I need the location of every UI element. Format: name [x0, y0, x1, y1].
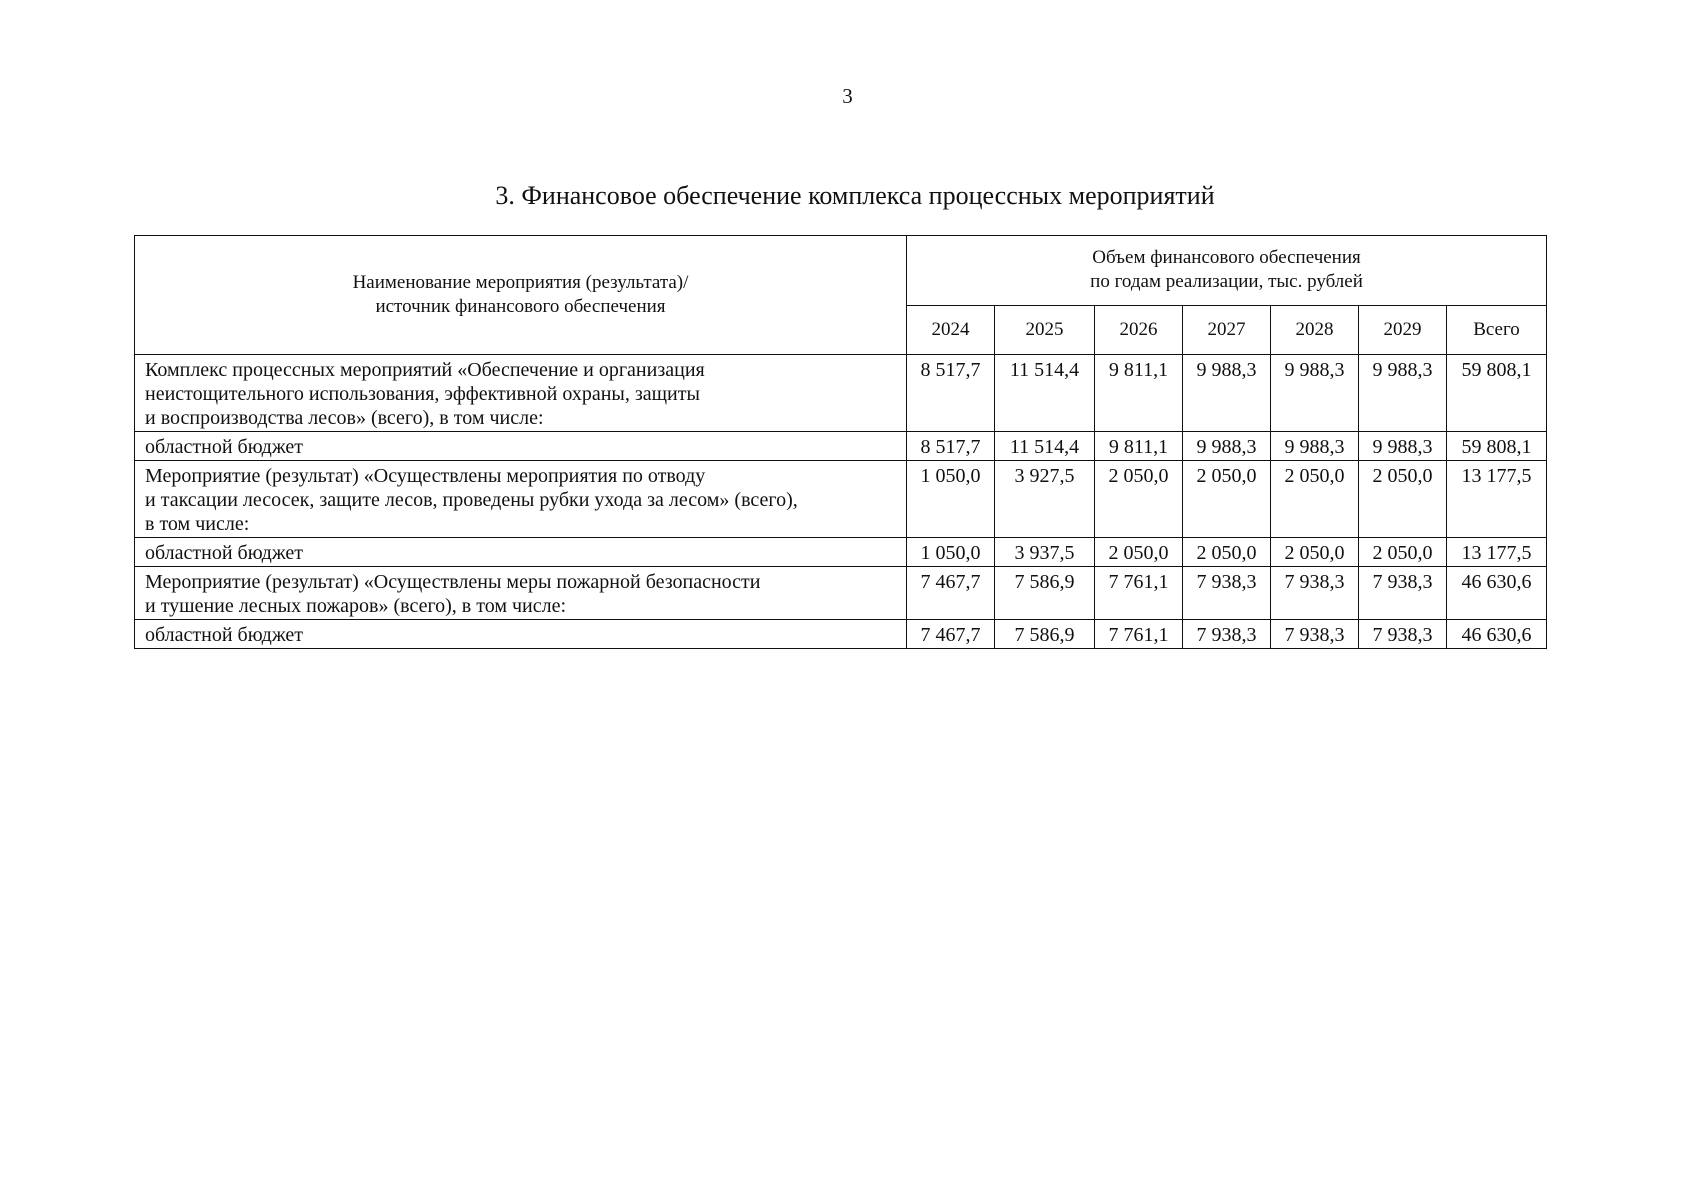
row-name-cell — [135, 567, 907, 620]
value-cell-2026: 2 050,0 — [1095, 461, 1183, 538]
column-header-2027: 2027 — [1183, 305, 1271, 354]
value-cell-2027: 9 988,3 — [1183, 355, 1271, 432]
value-cell-2027: 7 938,3 — [1183, 620, 1271, 649]
value-cell-total: 13 177,5 — [1447, 538, 1547, 567]
value-cell-2024: 1 050,0 — [907, 538, 995, 567]
value-cell-2026: 7 761,1 — [1095, 620, 1183, 649]
table-row — [135, 620, 1547, 649]
value-cell-2028: 7 938,3 — [1271, 567, 1359, 620]
value-cell-total: 59 808,1 — [1447, 432, 1547, 461]
financing-table — [134, 235, 1547, 649]
value-cell-total: 13 177,5 — [1447, 461, 1547, 538]
value-cell-2029: 9 988,3 — [1359, 355, 1447, 432]
header-group-cell — [907, 236, 1547, 306]
row-name-line: областной бюджет — [145, 624, 304, 646]
value-cell-2026: 2 050,0 — [1095, 538, 1183, 567]
row-name-line: и таксации лесосек, защите лесов, проведены рубки ухода за лесом» (всего), — [145, 489, 798, 511]
value-cell-2026: 9 811,1 — [1095, 355, 1183, 432]
row-name-line: в том числе: — [145, 513, 250, 535]
column-header-2025: 2025 — [995, 305, 1095, 354]
row-name-cell — [135, 538, 907, 567]
row-name-cell — [135, 461, 907, 538]
value-cell-2026: 7 761,1 — [1095, 567, 1183, 620]
table-row — [135, 355, 1547, 432]
value-cell-2029: 9 988,3 — [1359, 432, 1447, 461]
value-cell-2024: 8 517,7 — [907, 432, 995, 461]
value-cell-total: 59 808,1 — [1447, 355, 1547, 432]
value-cell-2029: 7 938,3 — [1359, 620, 1447, 649]
value-cell-2025: 11 514,4 — [995, 432, 1095, 461]
column-header-2026: 2026 — [1095, 305, 1183, 354]
value-cell-2024: 8 517,7 — [907, 355, 995, 432]
value-cell-2027: 7 938,3 — [1183, 567, 1271, 620]
value-cell-total: 46 630,6 — [1447, 620, 1547, 649]
value-cell-2027: 2 050,0 — [1183, 461, 1271, 538]
value-cell-2028: 9 988,3 — [1271, 432, 1359, 461]
header-name-line: Наименование мероприятия (результата)/ — [352, 272, 689, 293]
value-cell-2025: 3 927,5 — [995, 461, 1095, 538]
value-cell-2024: 7 467,7 — [907, 567, 995, 620]
table-row — [135, 432, 1547, 461]
row-name-line: областной бюджет — [145, 436, 304, 458]
row-name-cell — [135, 620, 907, 649]
value-cell-2027: 9 988,3 — [1183, 432, 1271, 461]
value-cell-total: 46 630,6 — [1447, 567, 1547, 620]
row-name-line: Мероприятие (результат) «Осуществлены мероприятия по отводу — [145, 465, 706, 487]
value-cell-2028: 9 988,3 — [1271, 355, 1359, 432]
value-cell-2025: 7 586,9 — [995, 620, 1095, 649]
page-number: 3 — [842, 84, 853, 108]
table-row — [135, 538, 1547, 567]
table-row — [135, 461, 1547, 538]
column-header-2029: 2029 — [1359, 305, 1447, 354]
value-cell-2028: 2 050,0 — [1271, 461, 1359, 538]
value-cell-2028: 7 938,3 — [1271, 620, 1359, 649]
value-cell-2028: 2 050,0 — [1271, 538, 1359, 567]
value-cell-2024: 1 050,0 — [907, 461, 995, 538]
value-cell-2026: 9 811,1 — [1095, 432, 1183, 461]
row-name-line: неистощительного использования, эффективной охраны, защиты — [145, 383, 700, 405]
value-cell-2029: 7 938,3 — [1359, 567, 1447, 620]
row-name-line: Мероприятие (результат) «Осуществлены меры пожарной безопасности — [145, 571, 761, 593]
section-title: 3. Финансовое обеспечение комплекса процессных мероприятий — [495, 181, 1215, 210]
header-name-cell — [135, 236, 907, 355]
header-name-line: источник финансового обеспечения — [375, 296, 666, 317]
column-header-2024: 2024 — [907, 305, 995, 354]
value-cell-2029: 2 050,0 — [1359, 461, 1447, 538]
row-name-cell — [135, 355, 907, 432]
value-cell-2024: 7 467,7 — [907, 620, 995, 649]
value-cell-2025: 3 937,5 — [995, 538, 1095, 567]
row-name-line: и тушение лесных пожаров» (всего), в том числе: — [145, 595, 567, 617]
header-group-line: по годам реализации, тыс. рублей — [1090, 271, 1363, 293]
table-row — [135, 567, 1547, 620]
row-name-line: областной бюджет — [145, 542, 304, 564]
value-cell-2029: 2 050,0 — [1359, 538, 1447, 567]
column-header-total: Всего — [1447, 305, 1547, 354]
value-cell-2025: 7 586,9 — [995, 567, 1095, 620]
value-cell-2027: 2 050,0 — [1183, 538, 1271, 567]
row-name-cell — [135, 432, 907, 461]
header-group-line: Объем финансового обеспечения — [1092, 247, 1361, 269]
row-name-line: и воспроизводства лесов» (всего), в том числе: — [145, 407, 544, 429]
value-cell-2025: 11 514,4 — [995, 355, 1095, 432]
row-name-line: Комплекс процессных мероприятий «Обеспечение и организация — [145, 359, 705, 381]
column-header-2028: 2028 — [1271, 305, 1359, 354]
